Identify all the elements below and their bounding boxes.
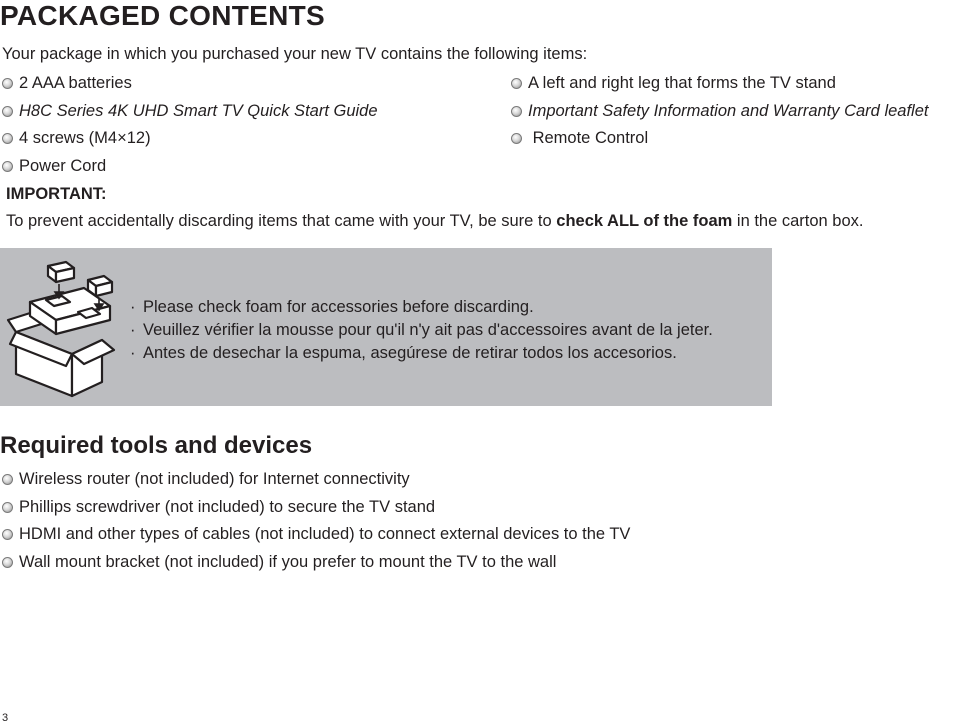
list-item: Power Cord [2,157,106,176]
foam-notice-line: · Antes de desechar la espuma, asegúrese de retirar todos los accesorios. [130,344,677,362]
list-item: Important Safety Information and Warranty Card leaflet [511,102,928,121]
bullet-icon [2,502,13,513]
bullet-icon [511,106,522,117]
bullet-icon [511,133,522,144]
list-item: 2 AAA batteries [2,74,132,93]
important-text: To prevent accidentally discarding items that came with your TV, be sure to check ALL of the foam in the carton box. [6,212,864,230]
list-item: Wireless router (not included) for Internet connectivity [2,470,410,489]
foam-notice-line: · Please check foam for accessories before discarding. [130,298,534,316]
list-item: Phillips screwdriver (not included) to secure the TV stand [2,498,435,517]
important-heading: IMPORTANT: [6,185,107,203]
list-item: Wall mount bracket (not included) if you prefer to mount the TV to the wall [2,553,556,572]
list-item: HDMI and other types of cables (not included) to connect external devices to the TV [2,525,630,544]
list-item: A left and right leg that forms the TV stand [511,74,836,93]
bullet-icon [511,78,522,89]
intro-text: Your package in which you purchased your new TV contains the following items: [2,45,588,63]
bullet-icon [2,161,13,172]
bullet-icon [2,106,13,117]
tools-heading: Required tools and devices [0,432,313,459]
bullet-icon [2,529,13,540]
bullet-icon [2,133,13,144]
page-title: PACKAGED CONTENTS [0,0,326,31]
list-item: H8C Series 4K UHD Smart TV Quick Start Guide [2,102,378,121]
list-item: Remote Control [511,129,648,148]
carton-box-foam-icon [6,254,122,404]
list-item: 4 screws (M4×12) [2,129,151,148]
foam-notice-box [0,248,772,406]
bullet-icon [2,557,13,568]
bullet-icon [2,78,13,89]
bullet-icon [2,474,13,485]
foam-notice-line: · Veuillez vérifier la mousse pour qu'il n'y ait pas d'accessoires avant de la jeter. [130,321,713,339]
page-number: 3 [2,712,9,724]
